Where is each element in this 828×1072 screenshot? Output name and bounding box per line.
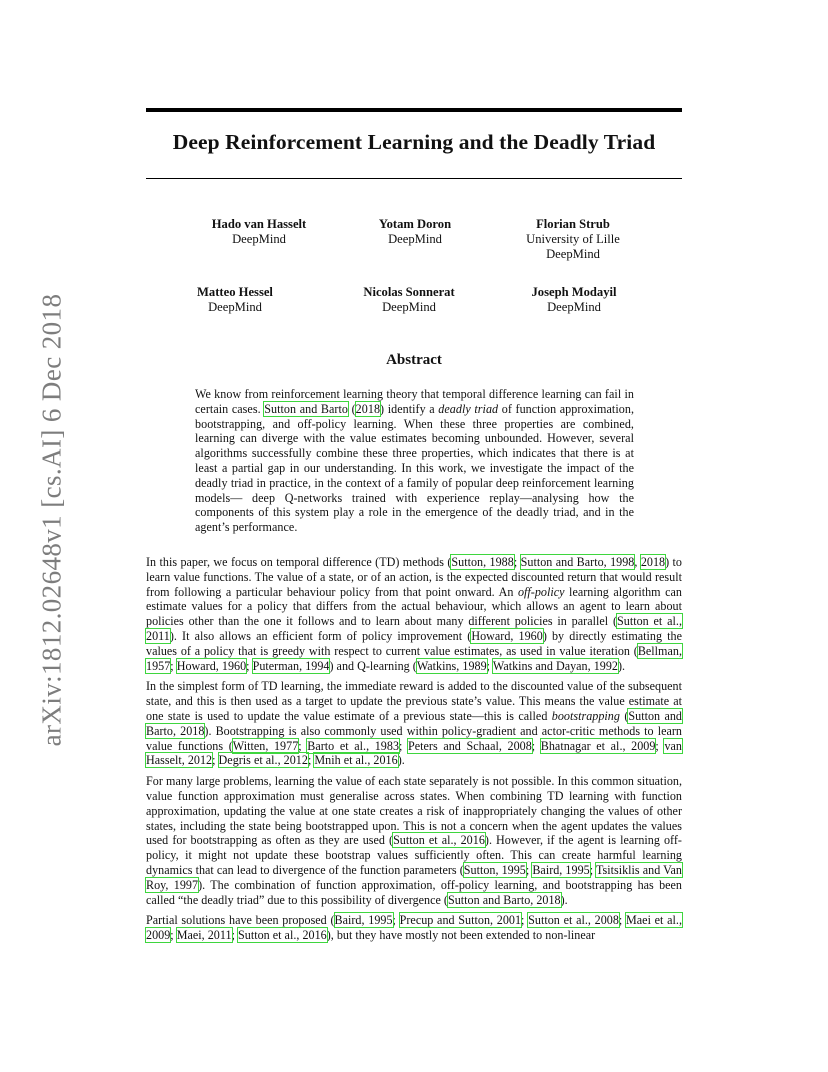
citation-link[interactable]: Maei et al., 2009	[146, 913, 683, 943]
author-block	[330, 217, 500, 247]
author-name: Florian Strub	[536, 217, 610, 231]
text-run: ;	[170, 658, 177, 673]
citation-link[interactable]: Barto et al., 1983	[307, 738, 400, 753]
text-run: (	[619, 708, 629, 723]
text-run: ;	[655, 738, 665, 753]
citation-link[interactable]: Peters and Schaal, 2008	[408, 738, 532, 753]
text-run: ;	[589, 862, 596, 877]
arxiv-stamp: arXiv:1812.02648v1 [cs.AI] 6 Dec 2018	[36, 293, 67, 747]
citation-link[interactable]: 2018	[640, 555, 666, 569]
citation-link[interactable]: Howard, 1960	[176, 658, 247, 673]
text-run: ;	[486, 658, 493, 673]
author-block	[324, 285, 494, 315]
citation-link[interactable]: Maei, 2011	[176, 928, 232, 943]
text-run: ;	[399, 738, 409, 753]
title-rule-top	[146, 108, 682, 112]
text-run: ;	[513, 555, 521, 569]
citation-link[interactable]: Baird, 1995	[532, 862, 590, 877]
text-run: ;	[231, 928, 238, 943]
author-affiliation: DeepMind	[546, 247, 600, 261]
text-run: ). Bootstrapping is also commonly used within policy-gradient and actor-critic methods to learn value functions (	[146, 723, 682, 753]
citation-link[interactable]: Bhatnagar et al., 2009	[540, 738, 656, 753]
citation-link[interactable]: Sutton et al., 2016	[238, 928, 327, 943]
citation-link[interactable]: Sutton et al., 2011	[146, 614, 683, 643]
emphasis-text: off-policy	[517, 584, 565, 599]
author-block	[489, 285, 659, 315]
text-run: ;	[246, 658, 253, 673]
citation-link[interactable]: Sutton and Barto, 1998	[520, 555, 635, 569]
text-run: of function approximation, bootstrapping, and off-policy learning. When these three properties are combined, learning can diverge with the value estimates becoming unbounded. However, several algorithms successfully combine these three properties, which indicates that there is at least a partial gap in our understanding. In this work, we investigate the impact of the deadly triad in practice, in the context of a family of popular deep reinforcement learning models— deep Q-networks trained with experience replay—analysing how the components of this system play a role in the emergence of the deadly triad, and in the agent’s performance.	[195, 401, 635, 535]
citation-link[interactable]: Sutton and Barto	[264, 401, 348, 416]
author-affiliation: DeepMind	[232, 232, 286, 246]
citation-link[interactable]: Watkins and Dayan, 1992	[492, 658, 618, 673]
author-affiliation: DeepMind	[547, 300, 601, 314]
emphasis-text: bootstrapping	[551, 708, 620, 723]
text-run: ), but they have mostly not been extended to non-linear	[326, 928, 596, 943]
text-run: ;	[531, 738, 541, 753]
citation-link[interactable]: Mnih et al., 2016	[314, 753, 398, 768]
abstract-text	[195, 387, 634, 535]
author-block	[150, 285, 320, 315]
citation-link[interactable]: Witten, 1977	[232, 738, 299, 753]
author-affiliation: DeepMind	[388, 232, 442, 246]
author-name: Nicolas Sonnerat	[363, 285, 455, 299]
text-run: ;	[392, 913, 400, 928]
text-run: ;	[170, 928, 177, 943]
text-run: ). It also allows an efficient form of policy improvement (	[169, 628, 472, 643]
citation-link[interactable]: 2018	[355, 401, 381, 416]
citation-link[interactable]: Tsitsiklis and Van Roy, 1997	[146, 862, 682, 892]
citation-link[interactable]: Puterman, 1994	[252, 658, 330, 673]
emphasis-text: deadly triad	[438, 401, 499, 416]
text-run: ;	[212, 753, 219, 768]
text-run: We know from reinforcement learning theory that temporal difference learning can fail in certain cases.	[195, 387, 634, 416]
citation-link[interactable]: Sutton and Barto, 2018	[146, 708, 682, 738]
text-run: In this paper, we focus on temporal difference (TD) methods (	[146, 555, 452, 569]
text-run: ;	[521, 913, 529, 928]
text-run: learning algorithm can estimate values for a policy that differs from the actual behaviour, which allows an agent to learn about policies other than the one it follows and to learn about many different policies in parallel (	[146, 584, 682, 629]
text-run: ;	[525, 862, 533, 877]
citation-link[interactable]: Watkins, 1989	[416, 658, 487, 673]
citation-link[interactable]: Howard, 1960	[471, 628, 543, 643]
paper-title: Deep Reinforcement Learning and the Deadly Triad	[172, 130, 656, 154]
citation-link[interactable]: Bellman, 1957	[146, 643, 682, 673]
paragraph	[146, 679, 682, 768]
text-run: ) by directly estimating the values of a policy that is greedy with respect to current value estimates, as used in value iteration (	[146, 628, 683, 658]
text-run: (	[348, 401, 356, 416]
text-run: ).	[560, 892, 568, 907]
author-affiliation: University of Lille	[526, 232, 620, 246]
text-run: ).	[397, 753, 405, 768]
text-run: ;	[307, 753, 315, 768]
citation-link[interactable]: Sutton et al., 2016	[393, 833, 485, 848]
author-name: Yotam Doron	[378, 217, 452, 231]
paragraph	[146, 913, 682, 943]
citation-link[interactable]: Sutton, 1995	[463, 862, 526, 877]
author-affiliation: DeepMind	[208, 300, 262, 314]
title-rule-bottom	[146, 178, 682, 179]
author-block	[174, 217, 344, 247]
citation-link[interactable]: Sutton et al., 2008	[528, 913, 619, 928]
author-name: Hado van Hasselt	[211, 217, 307, 231]
author-affiliation: DeepMind	[382, 300, 436, 314]
text-run: In the simplest form of TD learning, the immediate reward is added to the discounted value of the subsequent state, and this is then used as a target to update the previous state’s value. This means the value estimate at one state is used to update the value estimate of a previous state—this is called	[146, 679, 682, 723]
text-run: ) to learn value functions. The value of a state, or of an action, is the expected discounted return that would result from following a particular behaviour policy from that point onward. An	[146, 555, 682, 599]
text-run: ) and Q-learning (	[329, 658, 417, 673]
citation-link[interactable]: Baird, 1995	[334, 913, 393, 928]
citation-link[interactable]: Sutton and Barto, 2018	[447, 892, 561, 907]
text-run: For many large problems, learning the value of each state separately is not possible. In this common situation, value function approximation must generalise across states. When combining TD learning with function approximation, updating the value at one state creates a risk of inappropriately changing the values of other states, including the state being bootstrapped upon. This is not a concern when the agent updates the values used for bootstrapping as often as they are used (	[146, 774, 682, 848]
citation-link[interactable]: Degris et al., 2012	[218, 753, 308, 768]
citation-link[interactable]: van Hasselt, 2012	[146, 738, 682, 768]
author-name: Joseph Modayil	[531, 285, 617, 299]
citation-link[interactable]: Precup and Sutton, 2001	[399, 913, 522, 928]
citation-link[interactable]: Sutton, 1988	[451, 555, 514, 569]
abstract-heading: Abstract	[386, 352, 442, 368]
text-run: Partial solutions have been proposed (	[146, 913, 335, 928]
author-name: Matteo Hessel	[197, 285, 273, 299]
author-block	[488, 217, 658, 262]
text-run: ) identify a	[380, 401, 439, 416]
text-run: ). However, if the agent is learning off-policy, it might not update these bootstrap values sufficiently often. This can create harmful learning dynamics that can lead to divergence of the function parameters (	[146, 833, 682, 877]
paragraph	[146, 555, 682, 673]
text-run: ;	[298, 738, 308, 753]
text-run: ,	[634, 555, 641, 569]
text-run: ;	[618, 913, 627, 928]
paragraph	[146, 774, 682, 907]
body-text	[146, 555, 682, 949]
text-run: ).	[617, 658, 626, 673]
text-run: ). The combination of function approximation, off-policy learning, and bootstrapping has been called “the deadly triad” due to this possibility of divergence (	[146, 877, 682, 907]
